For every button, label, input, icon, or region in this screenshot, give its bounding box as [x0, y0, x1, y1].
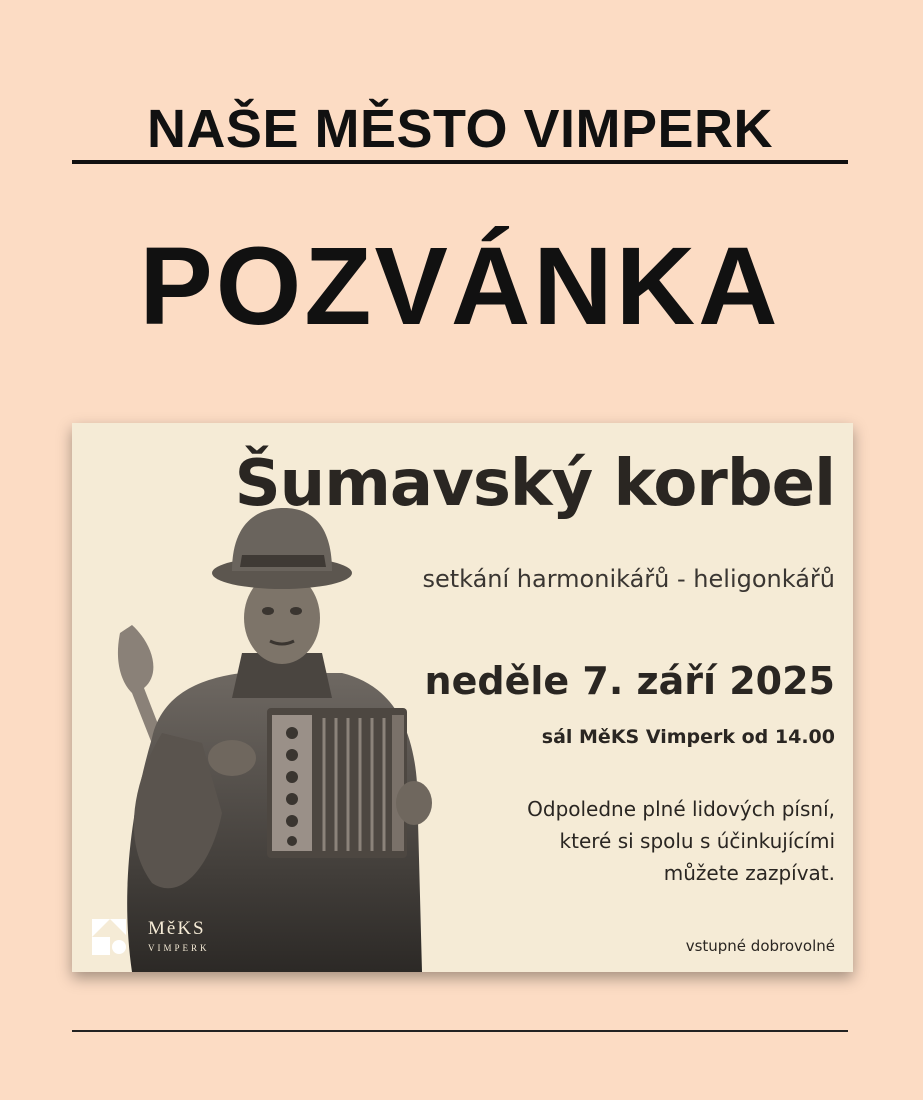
invitation-headline: POZVÁNKA — [139, 225, 781, 348]
page-title: NAŠE MĚSTO VIMPERK — [146, 99, 774, 159]
event-title: Šumavský korbel — [234, 447, 835, 521]
logo-subtitle: VIMPERK — [148, 943, 210, 953]
accordion-player-photo — [92, 483, 452, 972]
logo-name: MěKS — [148, 918, 206, 939]
event-poster — [72, 423, 853, 972]
event-description — [527, 793, 835, 889]
title-underline — [72, 160, 848, 164]
footer-divider — [72, 1030, 848, 1032]
meks-logo — [92, 917, 242, 957]
meks-logo-icon — [92, 919, 126, 955]
event-date: neděle 7. září 2025 — [424, 659, 835, 703]
event-subtitle: setkání harmonikářů - heligonkářů — [422, 565, 835, 593]
description-line: které si spolu s účinkujícími — [559, 829, 835, 853]
event-venue: sál MěKS Vimperk od 14.00 — [541, 726, 835, 748]
entry-fee-note: vstupné dobrovolné — [685, 937, 835, 955]
description-line: můžete zazpívat. — [663, 861, 835, 885]
description-line: Odpoledne plné lidových písní, — [527, 797, 835, 821]
